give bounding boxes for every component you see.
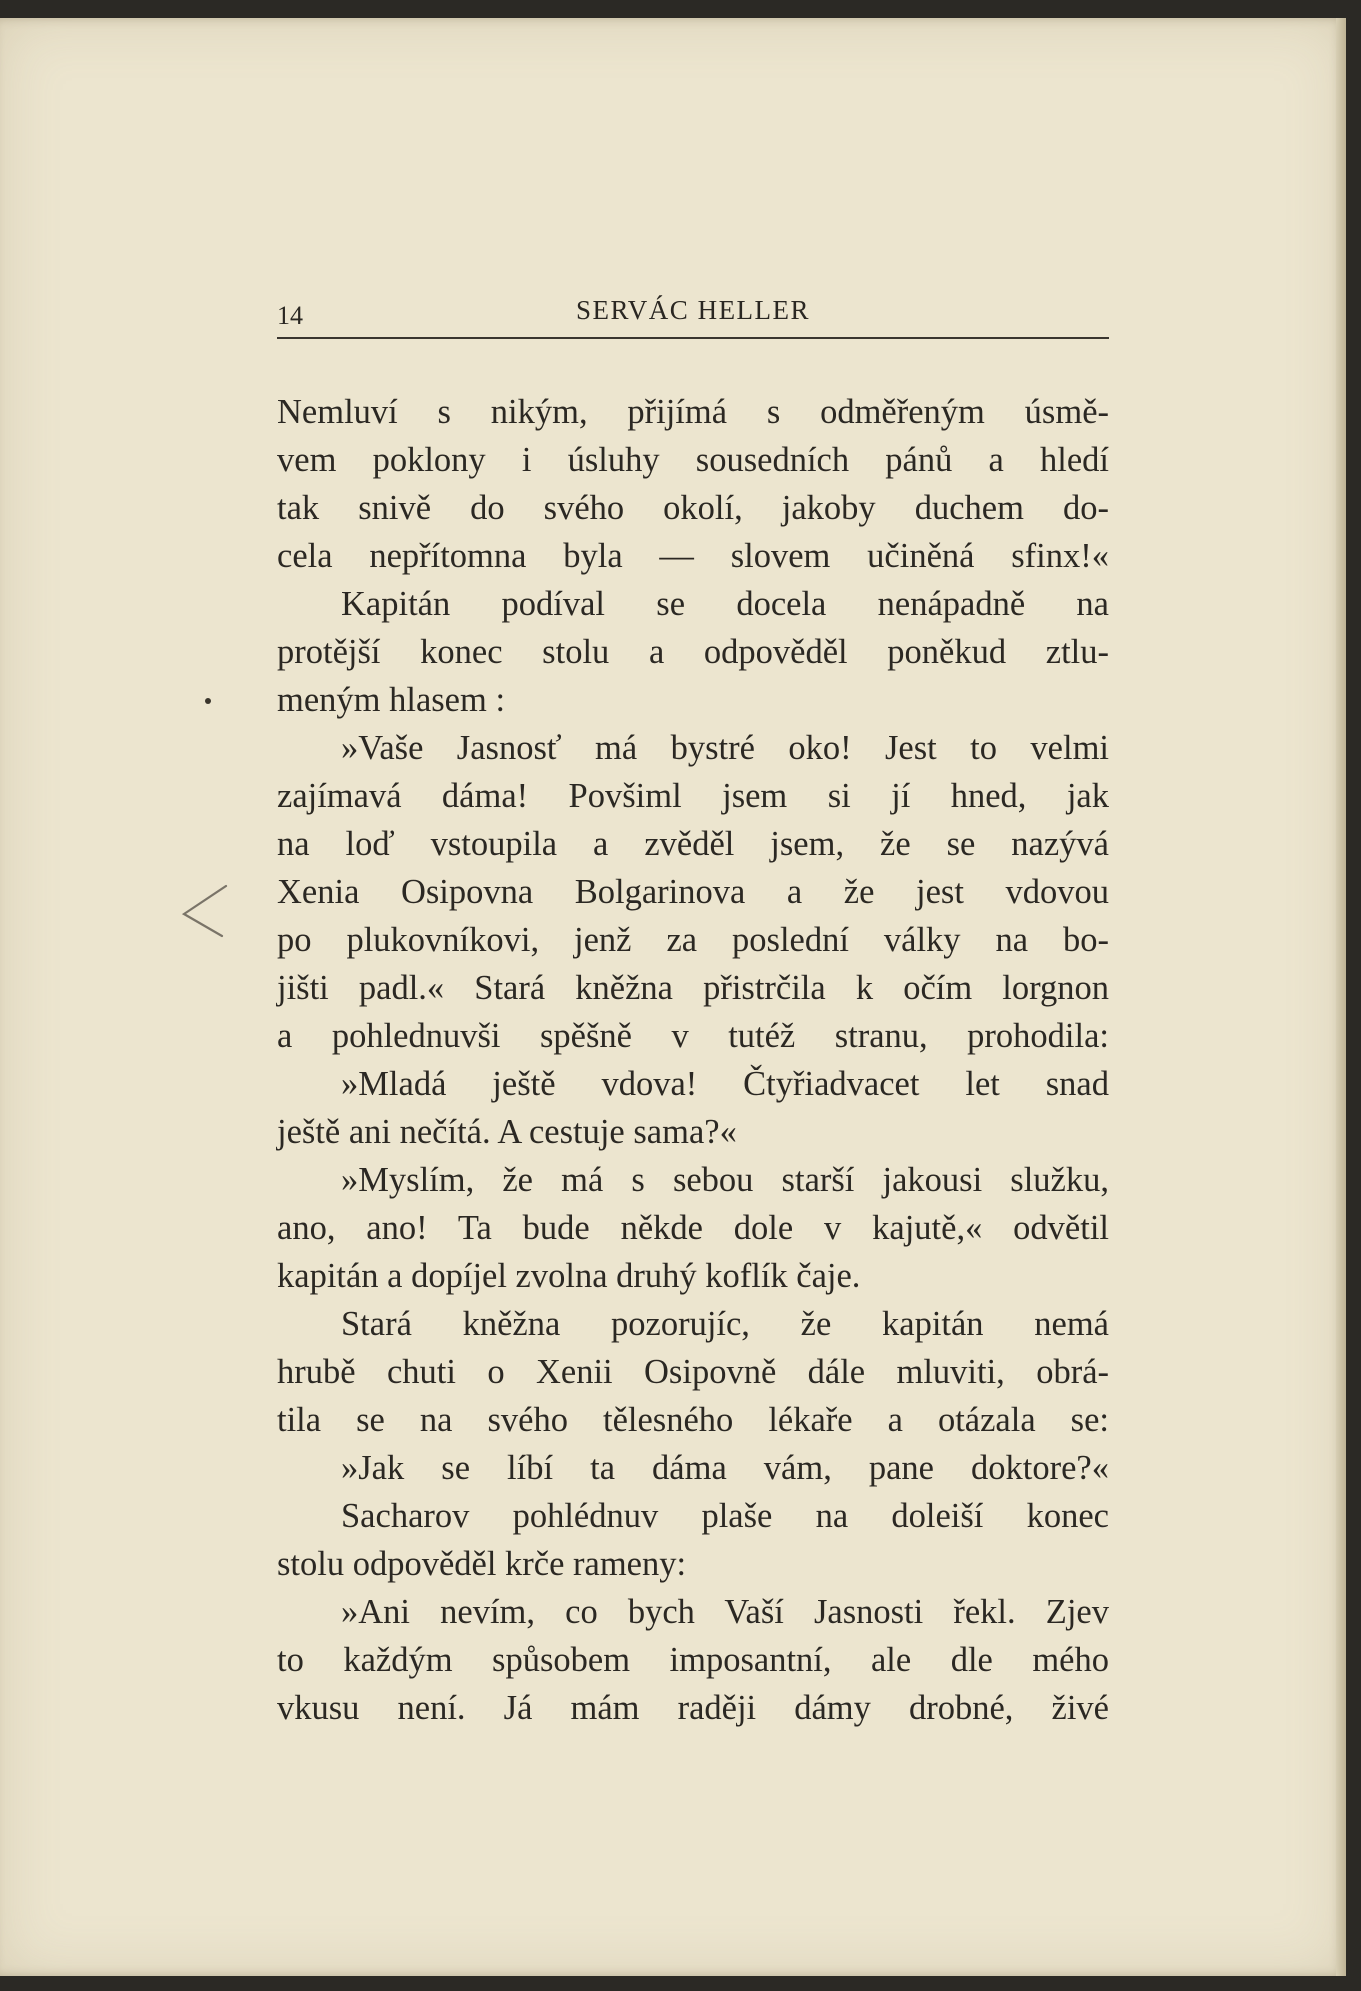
text-line: »Vaše Jasnosť má bystré oko! Jest to velmi — [341, 729, 1109, 767]
ink-speck — [205, 698, 211, 704]
text-line: zajímavá dáma! Povšiml jsem si jí hned, jak — [277, 777, 1109, 815]
page-header — [277, 273, 1109, 343]
text-line: tak snivě do svého okolí, jakoby duchem do- — [277, 489, 1109, 527]
text-line: »Ani nevím, co bych Vaší Jasnosti řekl. Zjev — [341, 1593, 1109, 1631]
text-line: to každým spůsobem imposantní, ale dle mého — [277, 1641, 1109, 1679]
text-line: »Myslím, že má s sebou starší jakousi služku, — [341, 1161, 1109, 1199]
book-page — [0, 18, 1346, 1976]
text-line: jišti padl.« Stará kněžna přistrčila k očím lorgnon — [277, 969, 1109, 1007]
text-line: meným hlasem : — [277, 681, 506, 719]
page-edge — [1336, 18, 1346, 1976]
text-line: vem poklony i úsluhy sousedních pánů a hledí — [277, 441, 1109, 479]
text-line: Stará kněžna pozorujíc, že kapitán nemá — [341, 1305, 1109, 1343]
text-line: protější konec stolu a odpověděl poněkud ztlu- — [277, 633, 1109, 671]
text-line: tila se na svého tělesného lékaře a otázala se: — [277, 1401, 1109, 1439]
text-line: »Mladá ještě vdova! Čtyřiadvacet let snad — [341, 1065, 1109, 1103]
pencil-margin-mark — [178, 880, 232, 940]
text-line: na loď vstoupila a zvěděl jsem, že se nazývá — [277, 825, 1109, 863]
text-line: po plukovníkovi, jenž za poslední války na bo- — [277, 921, 1109, 959]
text-line: hrubě chuti o Xenii Osipovně dále mluviti, obrá- — [277, 1353, 1109, 1391]
running-title: SERVÁC HELLER — [575, 295, 811, 325]
text-line: kapitán a dopíjel zvolna druhý koflík čaje. — [277, 1257, 861, 1295]
text-line: a pohlednuvši spěšně v tutéž stranu, prohodila: — [277, 1017, 1109, 1055]
body-text — [277, 388, 1109, 1732]
text-line: Kapitán podíval se docela nenápadně na — [341, 585, 1109, 623]
page-number: 14 — [277, 301, 303, 330]
text-line: cela nepřítomna byla — slovem učiněná sfinx!« — [277, 537, 1109, 575]
text-line: Nemluví s nikým, přijímá s odměřeným úsmě- — [277, 393, 1109, 431]
text-line: vkusu není. Já mám raději dámy drobné, živé — [277, 1689, 1109, 1727]
text-line: ještě ani nečítá. A cestuje sama?« — [277, 1113, 737, 1151]
text-line: Sacharov pohlédnuv plaše na doleiší konec — [341, 1497, 1109, 1535]
text-line: stolu odpověděl krče rameny: — [277, 1545, 687, 1583]
header-rule — [277, 337, 1109, 339]
text-line: Xenia Osipovna Bolgarinova a že jest vdovou — [277, 873, 1109, 911]
text-line: »Jak se líbí ta dáma vám, pane doktore?« — [341, 1449, 1109, 1487]
text-line: ano, ano! Ta bude někde dole v kajutě,« odvětil — [277, 1209, 1109, 1247]
